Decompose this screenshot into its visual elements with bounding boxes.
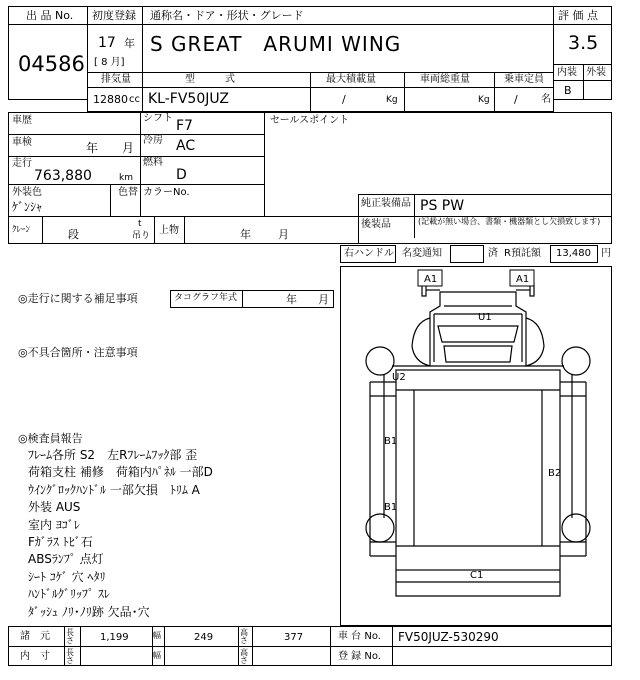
tax-done-label: 済 [488, 248, 498, 259]
max-load-slash: / [342, 93, 346, 106]
chassis-label: 車 台 No. [338, 631, 381, 642]
displacement-value: 12880 [93, 93, 128, 106]
first-reg-label: 初度登録 [92, 9, 136, 22]
mileage-label: 走行 [12, 158, 32, 169]
r-reserve-value: 13,480 [556, 248, 591, 259]
u2-label: U2 [392, 372, 406, 383]
equipment-value: PS PW [420, 198, 465, 214]
reg-no-label: 登 録 No. [338, 651, 381, 662]
max-load-unit: Kg [386, 95, 398, 105]
aftermarket-note: (記載が無い場合、書類・機器類とし欠損致します) [418, 217, 601, 226]
inner-dims-label: 内 寸 [20, 651, 50, 662]
rating-value: 3.5 [568, 32, 599, 54]
name-change-box [450, 245, 484, 263]
height-value: 377 [284, 632, 304, 643]
lift-year-unit: 年 [240, 228, 251, 241]
equipment-label: 純正装備品 [361, 198, 411, 209]
width-label: 幅 [153, 631, 161, 640]
capacity-unit: 名 [541, 94, 551, 105]
history-label: 車歴 [12, 115, 32, 126]
report-line: ﾌﾚｰﾑ各所 S2 左Rﾌﾚｰﾑﾌｯｸ部 歪 [28, 448, 198, 462]
crane-stage-unit: 段 [68, 228, 79, 241]
capacity-slash: / [514, 93, 518, 106]
displacement-label: 排気量 [101, 74, 131, 85]
color-change-label: 色替 [118, 187, 138, 198]
cc-unit: cc [129, 94, 140, 105]
inner-length-label: 長さ [66, 648, 74, 665]
fuel-label: 燃料 [143, 157, 163, 168]
lot-no-label: 出 品 No. [26, 9, 74, 22]
color-value: ｹﾞﾝｼｬ [12, 200, 43, 214]
model-label: 型 式 [185, 74, 235, 85]
tachograph-label: タコグラフ年式 [174, 293, 238, 303]
r-reserve-label: R預託額 [504, 248, 541, 259]
report-line: Fｶﾞﾗｽ ﾄﾋﾞ石 [28, 535, 93, 549]
c1-label: C1 [470, 570, 484, 581]
length-label: 長さ [66, 628, 74, 645]
report-line: ｼｰﾄ ｺｹﾞ 穴 ﾍﾀﾘ [28, 569, 106, 584]
tacho-year-unit: 年 [286, 293, 297, 306]
height-label: 高さ [240, 628, 248, 645]
yen-unit: 円 [601, 248, 611, 259]
max-load-label: 最大積載量 [326, 74, 376, 85]
color-label: 外装色 [12, 187, 42, 198]
model-value: KL-FV50JUZ [148, 91, 229, 107]
name-change-label: 名変通知 [402, 248, 442, 259]
report-line: 室内 ﾖｺﾞﾚ [28, 517, 80, 532]
b1-upper-label: B1 [384, 436, 398, 447]
u1-label: U1 [478, 312, 492, 323]
b1-lower-label: B1 [384, 502, 398, 513]
gross-weight-unit: Kg [478, 95, 490, 105]
inspection-month-unit: 月 [122, 141, 135, 155]
report-line: 荷箱支柱 補修 荷箱内ﾊﾟﾈﾙ 一部D [28, 465, 213, 480]
exterior-label: 外装 [586, 67, 606, 78]
year-unit: 年 [124, 37, 135, 50]
inner-height-label: 高さ [240, 648, 248, 665]
crane-label: ｸﾚｰﾝ [12, 225, 31, 235]
crane-hook-unit: 吊り [132, 231, 151, 241]
car-name: S GREAT ARUMI WING [150, 32, 402, 56]
lift-month-unit: 月 [278, 228, 289, 241]
aftermarket-label: 後装品 [361, 219, 391, 230]
dims-label: 諸 元 [20, 631, 50, 642]
report-line: ABSﾗﾝﾌﾟ 点灯 [28, 552, 104, 567]
interior-grade: B [564, 84, 572, 97]
car-name-label: 通称名・ドア・形状・グレード [150, 9, 304, 22]
rating-label: 評 価 点 [558, 9, 598, 22]
first-reg-month: [ 8 月] [94, 57, 125, 68]
km-unit: km [119, 173, 133, 183]
inner-width-label: 幅 [153, 651, 161, 660]
shift-value: F7 [176, 118, 193, 134]
inspector-report-label: ◎検査員報告 [18, 432, 83, 445]
interior-label: 内装 [557, 67, 577, 78]
capacity-label: 乗車定員 [504, 74, 544, 85]
mileage-value: 763,880 [34, 168, 92, 184]
a1-right-label: A1 [516, 274, 530, 285]
driving-note-label: ◎走行に関する補足事項 [18, 292, 138, 305]
report-line: ﾀﾞｯｼｭ ﾉﾘ･ﾉﾘ跡 欠品･穴 [28, 604, 150, 619]
ac-label: 冷房 [143, 135, 163, 146]
damage-diagram [340, 266, 612, 626]
first-reg-year: 17 [98, 35, 116, 51]
ac-value: AC [176, 138, 196, 154]
chassis-number: FV50JUZ-530290 [398, 630, 499, 644]
truck-outline [340, 266, 612, 626]
shift-label: シフト [143, 113, 173, 124]
defect-label: ◎不具合箇所・注意事項 [18, 346, 138, 359]
lot-number: 04586 [18, 52, 85, 76]
inspection-year-unit: 年 [86, 141, 99, 155]
a1-left-label: A1 [424, 274, 438, 285]
report-line: ｳｲﾝｸﾞﾛｯｸﾊﾝﾄﾞﾙ 一部欠損 ﾄﾘﾑ A [28, 482, 200, 497]
crane-ton-unit: t [138, 219, 142, 229]
tacho-month-unit: 月 [318, 293, 329, 306]
gross-weight-label: 車両総重量 [420, 74, 470, 85]
inspection-label: 車検 [12, 137, 32, 148]
width-value: 249 [194, 632, 214, 643]
fuel-value: D [176, 167, 187, 183]
report-line: ﾊﾝﾄﾞﾙｸﾞﾘｯﾌﾟ ｽﾚ [28, 587, 110, 602]
report-line: 外装 AUS [28, 500, 81, 515]
rhd-label: 右ハンドル [344, 248, 394, 259]
sales-point-label: セールスポイント [270, 115, 350, 126]
color-code-label: カラーNo. [143, 187, 190, 198]
b2-label: B2 [548, 468, 562, 479]
lift-label: 上物 [159, 225, 179, 236]
length-value: 1,199 [100, 632, 129, 643]
